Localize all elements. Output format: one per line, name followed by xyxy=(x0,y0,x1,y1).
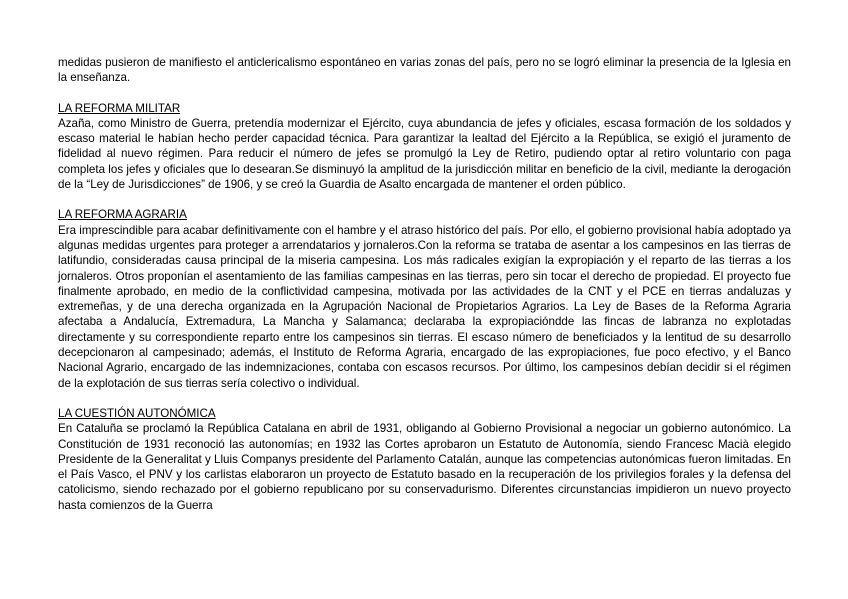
section-reforma-militar xyxy=(58,101,791,193)
section-body: Azaña, como Ministro de Guerra, pretendía modernizar el Ejército, cuya abundancia de jefes y oficiales, escasa formación de los soldados y escaso material le habían hecho perder capacidad técnica. Para garantizar la lealtad del Ejército a la República, se exigió el juramento de fidelidad al nuevo régimen. Para reducir el número de jefes se promulgó la Ley de Retiro, pudiendo optar al retiro voluntario con paga completa los jefes y oficiales que lo desearan.Se disminuyó la amplitud de la jurisdicción militar en beneficio de la civil, mediante la derogación de la “Ley de Jurisdicciones” de 1906, y se creó la Guardia de Asalto encargada de mantener el orden público. xyxy=(58,116,791,192)
intro-paragraph: medidas pusieron de manifiesto el anticlericalismo espontáneo en varias zonas del país, pero no se logró eliminar la presencia de la Iglesia en la enseñanza. xyxy=(58,56,791,85)
document-page xyxy=(58,55,791,513)
section-reforma-agraria xyxy=(58,207,791,391)
section-heading: LA REFORMA AGRARIA xyxy=(58,208,187,222)
section-heading: LA REFORMA MILITAR xyxy=(58,101,181,115)
section-cuestion-autonomica xyxy=(58,406,791,513)
section-body: Era imprescindible para acabar definitivamente con el hambre y el atraso histórico del país. Por ello, el gobierno provisional había adoptado ya algunas medidas urgentes para proteger a arrendatarios y jornaleros.Con la reforma se trataba de asentar a los campesinos en las tierras de latifundio, consideradas causa principal de la miseria campesina. Los más radicales exigían la expropiación y el reparto de las tierras a los jornaleros. Otros proponían el asentamiento de las familias campesinas en las tierras, pero sin tocar el derecho de propiedad. El proyecto fue finalmente aprobado, en medio de la conflictividad campesina, motivada por las actividades de la CNT y el PCE en tierras andaluzas y extremeñas, y de una derecha organizada en la Agrupación Nacional de Propietarios Agrarios. La Ley de Bases de la Reforma Agraria afectaba a Andalucía, Extremadura, La Mancha y Salamanca; declaraba la expropiacióndde las fincas de labranza no explotadas directamente y su correspondiente reparto entre los campesinos sin tierras. El escaso número de beneficiados y la lentitud de su desarrollo decepcionaron al campesinado; además, el Instituto de Reforma Agraria, encargado de las expropiaciones, fue poco efectivo, y el Banco Nacional Agrario, encargado de las indemnizaciones, contaba con escasos recursos. Por último, los campesinos debían decidir si el régimen de la explotación de sus tierras sería colectivo o individual. xyxy=(58,223,791,390)
section-heading: LA CUESTIÓN AUTONÓMICA xyxy=(58,406,216,420)
section-body: En Cataluña se proclamó la República Catalana en abril de 1931, obligando al Gobierno Provisional a negociar un gobierno autonómico. La Constitución de 1931 reconoció las autonomías; en 1932 las Cortes aprobaron un Estatuto de Autonomía, siendo Francesc Macià elegido Presidente de la Generalitat y Lluis Companys presidente del Parlamento Catalán, aunque las competencias autonómicas fueron limitadas. En el País Vasco, el PNV y los carlistas elaboraron un proyecto de Estatuto basado en la recuperación de los privilegios forales y la defensa del catolicismo, siendo rechazado por el gobierno republicano por su conservadurismo. Diferentes circunstancias impidieron un nuevo proyecto hasta comienzos de la Guerra xyxy=(58,422,791,512)
